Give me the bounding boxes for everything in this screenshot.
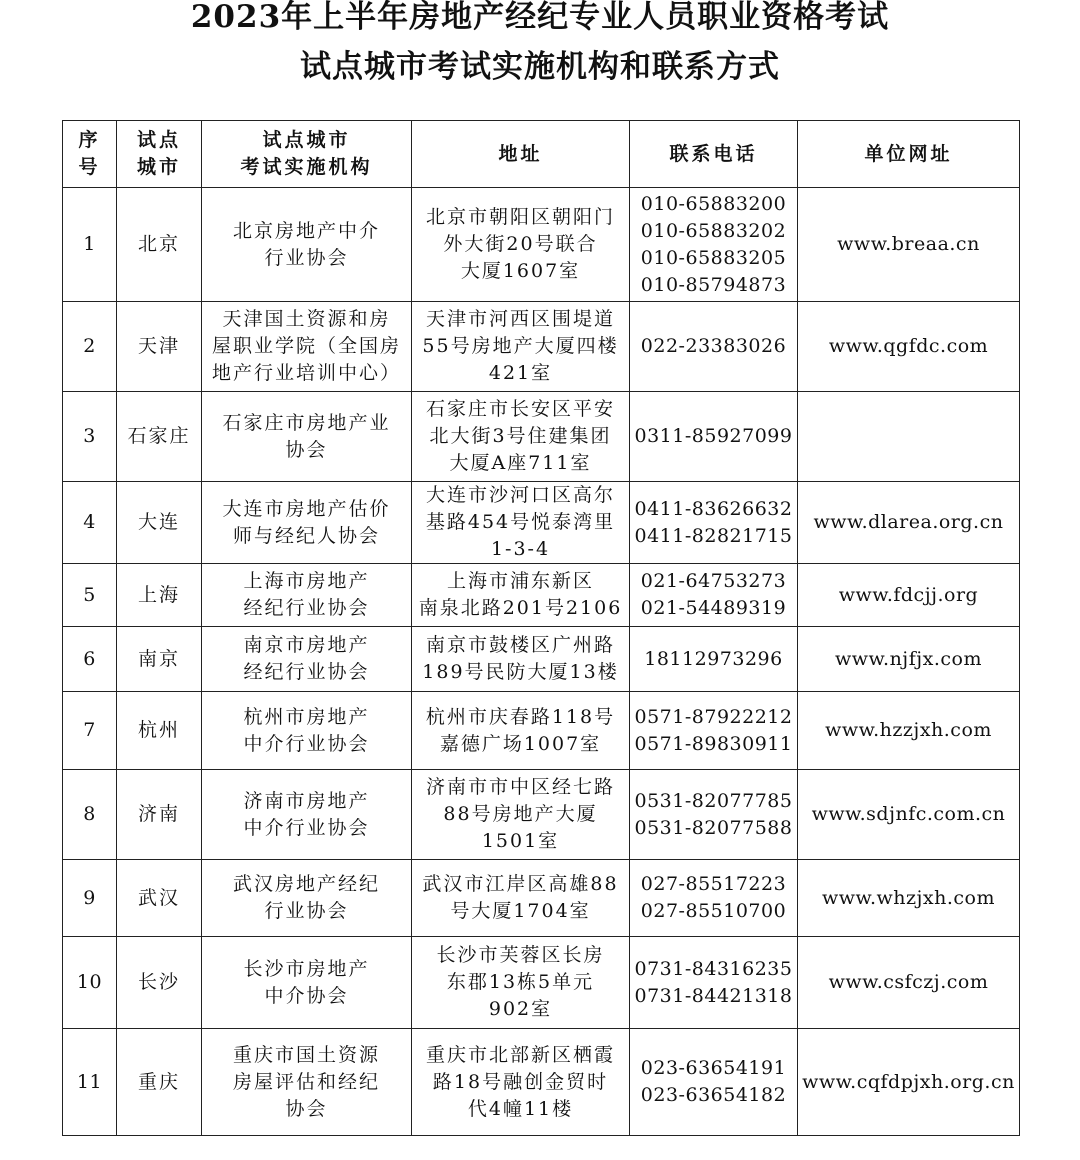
- website-cell: [798, 937, 1020, 1029]
- phone-number: 027-85517223: [640, 873, 787, 895]
- city-cell: [117, 392, 202, 482]
- phone-number: 18112973296: [644, 647, 783, 670]
- address-line: 1-3-4: [490, 538, 551, 560]
- city-name: 南京: [137, 647, 180, 670]
- city-cell: [117, 860, 202, 937]
- city-cell: [117, 692, 202, 770]
- phone-number: 010-85794873: [640, 273, 787, 296]
- address-cell: [412, 860, 630, 937]
- organization-line: 师与经纪人协会: [232, 524, 380, 547]
- website-url: www.breaa.cn: [837, 233, 980, 255]
- address-line: 石家庄市长安区平安: [425, 398, 615, 420]
- address-line: 号大厦1704室: [450, 900, 591, 922]
- organization-line: 南京市房地产: [243, 634, 370, 656]
- address-line: 济南市市中区经七路: [425, 776, 615, 798]
- address-line: 重庆市北部新区栖霞: [425, 1043, 615, 1066]
- phone-number: 010-65883200: [640, 192, 787, 215]
- phone-number: 027-85510700: [640, 900, 787, 922]
- address-line: 902室: [488, 998, 553, 1020]
- city-name: 大连: [137, 511, 180, 533]
- address-line: 189号民防大厦13楼: [422, 661, 619, 683]
- address-line: 大厦1607室: [460, 260, 581, 282]
- phone-number: 0411-82821715: [634, 524, 793, 547]
- website-cell: [798, 302, 1020, 392]
- header-index: [63, 121, 117, 188]
- website-url: www.cqfdpjxh.org.cn: [802, 1070, 1015, 1093]
- table-row: [63, 482, 1020, 564]
- header-text: 号: [78, 156, 101, 178]
- phone-number: 022-23383026: [640, 335, 787, 357]
- phone-number: 021-54489319: [640, 597, 787, 619]
- address-cell: [412, 482, 630, 564]
- row-index-cell: [63, 937, 117, 1029]
- website-url: www.njfjx.com: [835, 647, 982, 670]
- row-index-cell: [63, 692, 117, 770]
- organization-line: 北京房地产中介: [232, 219, 380, 242]
- phone-number: 0531-82077588: [634, 816, 793, 839]
- city-cell: [117, 302, 202, 392]
- organization-line: 经纪行业协会: [243, 661, 370, 683]
- city-cell: [117, 188, 202, 302]
- phone-cell: [630, 564, 798, 627]
- table-row: [63, 627, 1020, 692]
- city-cell: [117, 564, 202, 627]
- city-name: 武汉: [137, 886, 180, 909]
- header-address: [412, 121, 630, 188]
- organization-line: 长沙市房地产: [243, 957, 370, 980]
- city-cell: [117, 770, 202, 860]
- phone-number: 010-65883205: [640, 246, 787, 269]
- organization-cell: [202, 188, 412, 302]
- table-row: [63, 302, 1020, 392]
- organization-line: 杭州市房地产: [243, 705, 370, 728]
- header-city: [117, 121, 202, 188]
- address-cell: [412, 1029, 630, 1136]
- website-cell: [798, 770, 1020, 860]
- city-name: 石家庄: [127, 425, 191, 447]
- phone-cell: [630, 392, 798, 482]
- row-index-cell: [63, 482, 117, 564]
- website-cell: [798, 392, 1020, 482]
- organization-line: 中介行业协会: [243, 816, 370, 839]
- address-line: 嘉德广场1007室: [439, 732, 602, 755]
- website-cell: [798, 627, 1020, 692]
- city-cell: [117, 1029, 202, 1136]
- address-line: 南泉北路201号2106: [418, 597, 623, 619]
- row-index: 2: [83, 335, 96, 357]
- organization-line: 行业协会: [264, 246, 349, 269]
- organization-cell: [202, 937, 412, 1029]
- website-cell: [798, 692, 1020, 770]
- organization-line: 中介协会: [264, 984, 349, 1007]
- row-index-cell: [63, 770, 117, 860]
- city-name: 上海: [137, 583, 180, 606]
- address-line: 长沙市芙蓉区长房: [436, 944, 605, 966]
- phone-cell: [630, 937, 798, 1029]
- phone-number: 021-64753273: [640, 570, 787, 592]
- row-index: 11: [76, 1070, 103, 1093]
- header-phone: [630, 121, 798, 188]
- phone-number: 023-63654182: [640, 1084, 787, 1106]
- phone-number: 0311-85927099: [634, 425, 793, 447]
- header-website: [798, 121, 1020, 188]
- organization-line: 中介行业协会: [243, 732, 370, 755]
- website-url: www.qgfdc.com: [828, 335, 989, 357]
- header-text: 试点: [136, 129, 181, 151]
- address-line: 路18号融创金贸时: [432, 1070, 609, 1093]
- phone-number: 023-63654191: [640, 1057, 787, 1079]
- city-name: 济南: [137, 803, 180, 825]
- row-index: 1: [83, 233, 96, 255]
- phone-number: 0731-84316235: [634, 957, 793, 980]
- address-line: 北大街3号住建集团: [429, 425, 612, 447]
- phone-number: 0411-83626632: [634, 497, 793, 520]
- phone-cell: [630, 860, 798, 937]
- row-index-cell: [63, 188, 117, 302]
- address-line: 东郡13栋5单元: [446, 971, 595, 993]
- table-body: [63, 188, 1020, 1136]
- city-name: 重庆: [137, 1070, 180, 1093]
- address-cell: [412, 770, 630, 860]
- address-line: 天津市河西区围堤道: [425, 308, 615, 330]
- organization-line: 大连市房地产估价: [222, 497, 391, 520]
- organization-line: 协会: [285, 438, 328, 461]
- document-subtitle: 试点城市考试实施机构和联系方式: [300, 49, 780, 85]
- organization-line: 屋职业学院（全国房: [211, 335, 401, 357]
- address-cell: [412, 302, 630, 392]
- website-url: www.csfczj.com: [828, 971, 989, 993]
- website-url: www.whzjxh.com: [821, 886, 996, 909]
- row-index: 6: [83, 647, 96, 670]
- row-index: 9: [83, 886, 96, 909]
- address-line: 1501室: [481, 830, 560, 852]
- row-index: 8: [83, 803, 96, 825]
- header-text: 序: [78, 129, 101, 151]
- header-organization: [202, 121, 412, 188]
- row-index: 10: [76, 971, 103, 993]
- table-row: [63, 770, 1020, 860]
- phone-number: 0531-82077785: [634, 789, 793, 812]
- phone-number: 0571-89830911: [634, 732, 793, 755]
- table-row: [63, 1029, 1020, 1136]
- website-cell: [798, 1029, 1020, 1136]
- table-row: [63, 188, 1020, 302]
- organization-cell: [202, 860, 412, 937]
- city-cell: [117, 937, 202, 1029]
- organization-cell: [202, 392, 412, 482]
- organization-line: 上海市房地产: [243, 570, 370, 592]
- header-text: 试点城市: [262, 129, 351, 151]
- address-cell: [412, 564, 630, 627]
- city-cell: [117, 482, 202, 564]
- city-name: 杭州: [137, 719, 180, 741]
- address-cell: [412, 692, 630, 770]
- row-index-cell: [63, 564, 117, 627]
- website-url: www.fdcjj.org: [838, 583, 979, 606]
- address-line: 北京市朝阳区朝阳门: [425, 206, 615, 228]
- row-index: 7: [83, 719, 96, 741]
- phone-cell: [630, 627, 798, 692]
- address-line: 上海市浦东新区: [446, 570, 594, 592]
- address-line: 外大街20号联合: [443, 233, 598, 255]
- address-line: 基路454号悦泰湾里: [425, 511, 616, 533]
- organization-line: 武汉房地产经纪: [232, 873, 380, 895]
- row-index: 4: [83, 511, 96, 533]
- row-index-cell: [63, 302, 117, 392]
- city-name: 北京: [137, 233, 180, 255]
- organization-cell: [202, 482, 412, 564]
- address-line: 大厦A座711室: [449, 452, 592, 474]
- city-name: 天津: [137, 335, 180, 357]
- table-row: [63, 392, 1020, 482]
- row-index-cell: [63, 1029, 117, 1136]
- address-cell: [412, 937, 630, 1029]
- organization-cell: [202, 564, 412, 627]
- table-row: [63, 860, 1020, 937]
- address-cell: [412, 627, 630, 692]
- organization-cell: [202, 692, 412, 770]
- table-header-row: [63, 121, 1020, 188]
- row-index-cell: [63, 392, 117, 482]
- organization-line: 协会: [285, 1097, 328, 1120]
- header-text: 单位网址: [864, 142, 953, 165]
- organization-line: 石家庄市房地产业: [222, 411, 391, 434]
- organization-cell: [202, 770, 412, 860]
- phone-cell: [630, 188, 798, 302]
- address-cell: [412, 392, 630, 482]
- website-cell: [798, 860, 1020, 937]
- header-text: 城市: [136, 156, 181, 178]
- address-line: 杭州市庆春路118号: [425, 705, 616, 728]
- organization-line: 行业协会: [264, 900, 349, 922]
- row-index-cell: [63, 627, 117, 692]
- organization-line: 地产行业培训中心）: [211, 362, 401, 384]
- organization-line: 重庆市国土资源: [232, 1043, 380, 1066]
- row-index: 5: [83, 583, 96, 606]
- website-url: www.sdjnfc.com.cn: [811, 803, 1006, 825]
- organization-line: 经纪行业协会: [243, 597, 370, 619]
- phone-cell: [630, 770, 798, 860]
- website-cell: [798, 188, 1020, 302]
- phone-number: 010-65883202: [640, 219, 787, 242]
- website-cell: [798, 564, 1020, 627]
- phone-number: 0571-87922212: [634, 705, 793, 728]
- organization-line: 天津国土资源和房: [222, 308, 391, 330]
- city-cell: [117, 627, 202, 692]
- city-name: 长沙: [137, 971, 180, 993]
- phone-cell: [630, 692, 798, 770]
- phone-cell: [630, 482, 798, 564]
- website-url: www.hzzjxh.com: [825, 719, 992, 741]
- organization-cell: [202, 627, 412, 692]
- address-line: 大连市沙河口区高尔: [425, 484, 615, 506]
- address-line: 南京市鼓楼区广州路: [425, 634, 615, 656]
- address-line: 武汉市江岸区高雄88: [422, 873, 619, 895]
- phone-cell: [630, 302, 798, 392]
- address-line: 代4幢11楼: [467, 1097, 574, 1120]
- document-title: 2023年上半年房地产经纪专业人员职业资格考试: [190, 0, 890, 35]
- website-cell: [798, 482, 1020, 564]
- address-cell: [412, 188, 630, 302]
- header-text: 联系电话: [669, 142, 758, 165]
- header-text: 考试实施机构: [240, 156, 373, 178]
- table-row: [63, 692, 1020, 770]
- row-index-cell: [63, 860, 117, 937]
- table-row: [63, 937, 1020, 1029]
- address-line: 55号房地产大厦四楼: [422, 335, 619, 357]
- organization-cell: [202, 302, 412, 392]
- phone-cell: [630, 1029, 798, 1136]
- address-line: 421室: [488, 362, 553, 384]
- organization-line: 房屋评估和经纪: [232, 1070, 380, 1093]
- row-index: 3: [83, 425, 96, 447]
- website-url: www.dlarea.org.cn: [813, 511, 1004, 533]
- exam-agencies-table: [62, 120, 1020, 1136]
- address-line: 88号房地产大厦: [443, 803, 598, 825]
- table-row: [63, 564, 1020, 627]
- organization-line: 济南市房地产: [243, 789, 370, 812]
- header-text: 地址: [498, 142, 543, 165]
- organization-cell: [202, 1029, 412, 1136]
- phone-number: 0731-84421318: [634, 984, 793, 1007]
